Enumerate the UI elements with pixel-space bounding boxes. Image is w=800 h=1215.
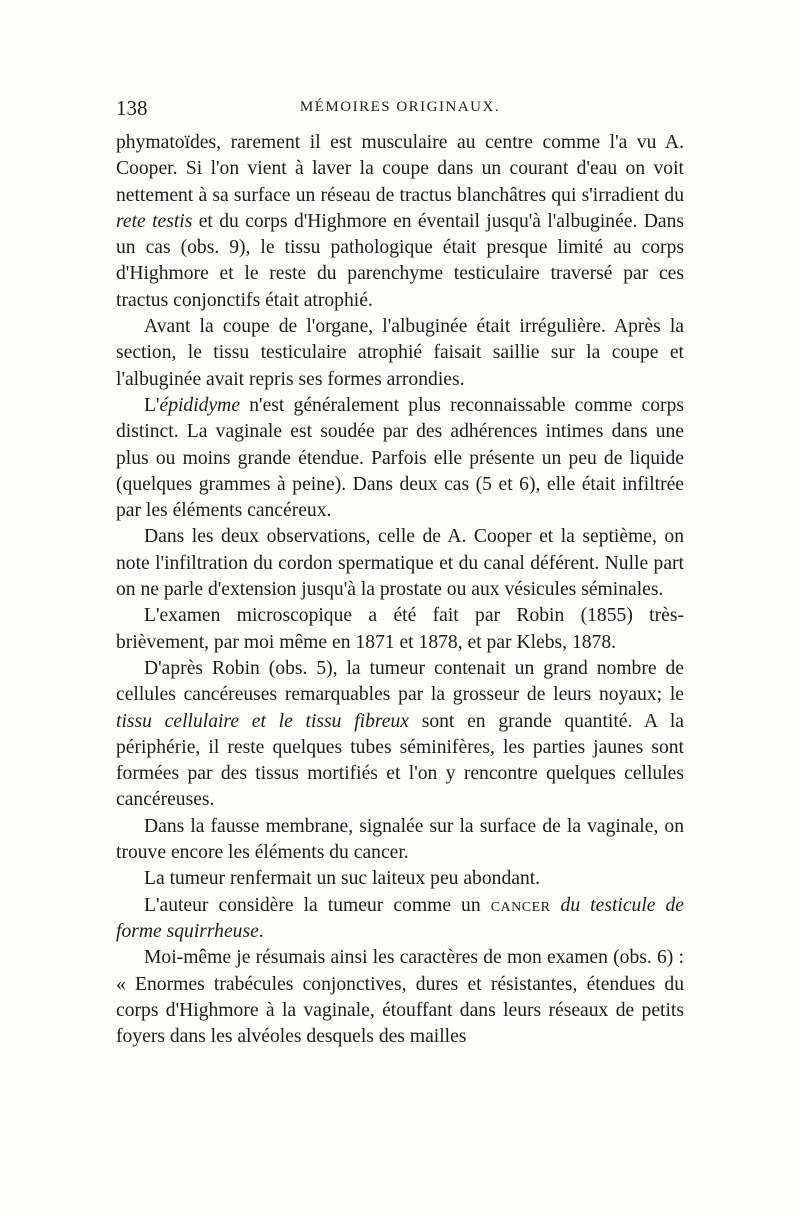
paragraph: Dans les deux observations, celle de A. Cooper et la septième, on note l'infiltration du cordon spermatique et du canal déférent. Nulle part on ne parle d'extension jusqu'à la prostate ou aux vésicules séminales. bbox=[116, 526, 684, 601]
running-head: MÉMOIRES ORIGINAUX. bbox=[299, 99, 501, 115]
paragraph: Dans la fausse membrane, signalée sur la surface de la vaginale, on trouve encore les éléments du cancer. bbox=[116, 815, 684, 864]
paragraph: phymatoïdes, rarement il est musculaire au centre comme l'a vu A. Cooper. Si l'on vient à laver la coupe dans un courant d'eau on voit nettement à sa surface un réseau de tractus blanchâtres qui s'irradient du rete testis et du corps d'Highmore en éventail jusqu'à l'albuginée. Dans un cas (obs. 9), le tissu pathologique était presque limité au corps d'Highmore et le reste du parenchyme testiculaire traversé par ces tractus conjonctifs était atrophié. bbox=[116, 132, 684, 311]
paragraph: L'auteur considère la tumeur comme un cancer du testicule de forme squirrheuse. bbox=[116, 894, 685, 942]
italic-term: tissu cellulaire et le tissu fibreux bbox=[116, 710, 409, 732]
page-header bbox=[116, 96, 684, 126]
paragraph: La tumeur renfermait un suc laiteux peu abondant. bbox=[144, 868, 541, 890]
smallcaps-term: cancer bbox=[490, 894, 551, 916]
italic-term: rete testis bbox=[116, 210, 193, 232]
page-number: 138 bbox=[116, 96, 148, 120]
italic-term: épididyme bbox=[159, 394, 241, 416]
paragraph: Moi-même je résumais ainsi les caractères de mon examen (obs. 6) : « Enormes trabécules conjonctives, dures et résistantes, étendues du corps d'Highmore à la vaginale, étouffant dans leurs réseaux de petits foyers dans les alvéoles desquels des mailles bbox=[116, 947, 684, 1048]
paragraph: L'épididyme n'est généralement plus reconnaissable comme corps distinct. La vaginale est soudée par des adhérences intimes dans une plus ou moins grande étendue. Parfois elle présente un peu de liquide (quelques grammes à peine). Dans deux cas (5 et 6), elle était infiltrée par les éléments cancéreux. bbox=[116, 394, 684, 522]
paragraph: Avant la coupe de l'organe, l'albuginée était irrégulière. Après la section, le tissu testiculaire atrophié faisait saillie sur la coupe et l'albuginée avait repris ses formes arrondies. bbox=[116, 316, 684, 390]
paragraph: D'après Robin (obs. 5), la tumeur contenait un grand nombre de cellules cancéreuses remarquables par la grosseur de leurs noyaux; le tissu cellulaire et le tissu fibreux sont en grande quantité. A la périphérie, il reste quelques tubes séminifères, les parties jaunes sont formées par des tissus mortifiés et l'on y rencontre quelques cellules cancéreuses. bbox=[116, 657, 684, 811]
italic-term: du testicule de forme squirrheuse bbox=[116, 894, 685, 942]
paragraph: L'examen microscopique a été fait par Robin (1855) très-brièvement, par moi même en 1871 et 1878, et par Klebs, 1878. bbox=[116, 605, 684, 653]
body-text bbox=[116, 130, 684, 1050]
